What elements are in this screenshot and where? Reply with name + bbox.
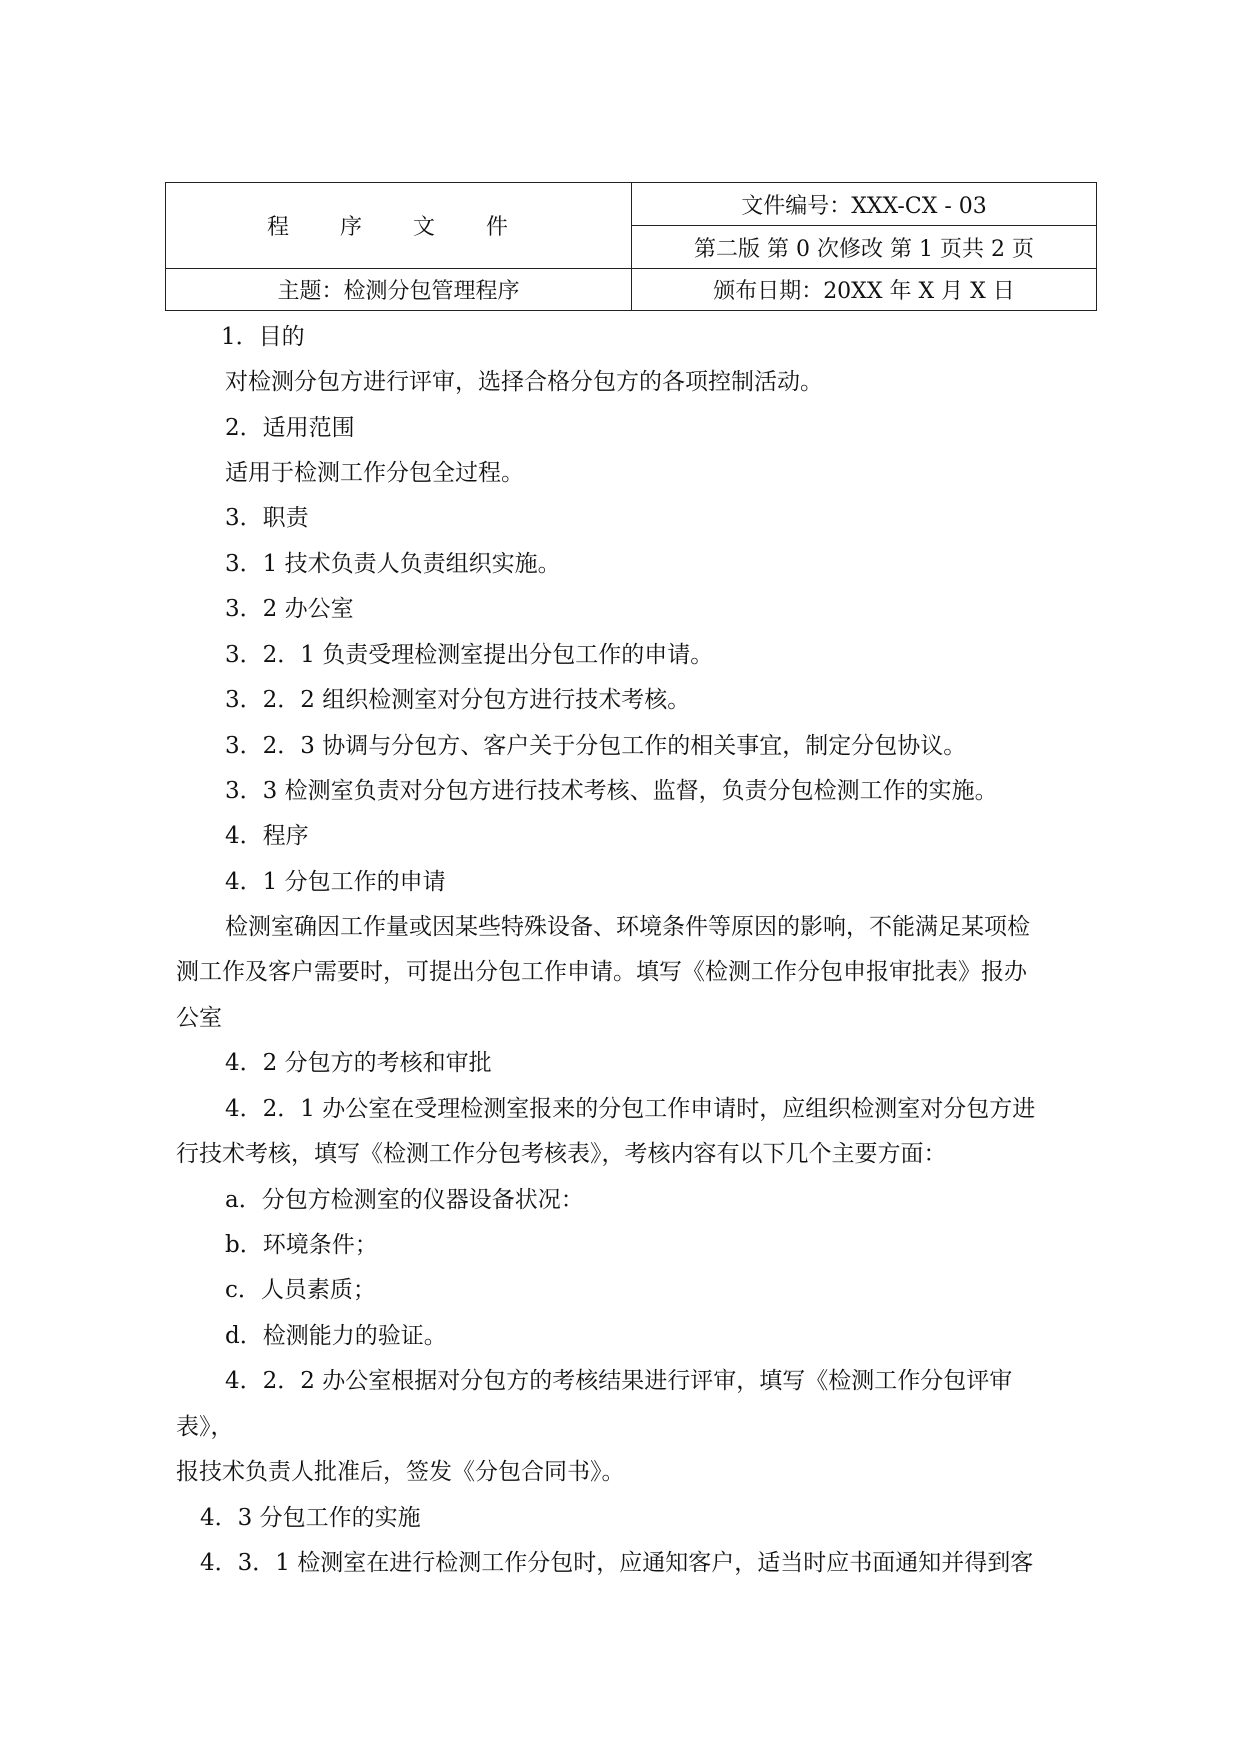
- paragraph-line: 3．3 检测室负责对分包方进行技术考核、监督，负责分包检测工作的实施。: [225, 778, 998, 804]
- list-item: c．人员素质；: [225, 1277, 376, 1303]
- list-item: b．环境条件；: [225, 1232, 378, 1258]
- section-heading: 1．目的: [221, 324, 305, 350]
- list-item: a．分包方检测室的仪器设备状况：: [225, 1187, 584, 1213]
- subsection-heading: 4．3 分包工作的实施: [200, 1505, 421, 1531]
- version-info: 第二版 第 0 次修改 第 1 页共 2 页: [632, 226, 1097, 269]
- section-heading: 2．适用范围: [225, 415, 355, 441]
- paragraph-line: 行技术考核，填写《检测工作分包考核表》，考核内容有以下几个主要方面：: [176, 1141, 947, 1167]
- paragraph-line: 公室: [176, 1005, 222, 1031]
- document-number: 文件编号：XXX-CX - 03: [632, 183, 1097, 226]
- paragraph-line: 检测室确因工作量或因某些特殊设备、环境条件等原因的影响，不能满足某项检: [225, 914, 1030, 940]
- paragraph-line: 4．2．2 办公室根据对分包方的考核结果进行评审，填写《检测工作分包评审: [225, 1368, 1013, 1394]
- document-header-table: [165, 182, 1097, 311]
- paragraph-line: 对检测分包方进行评审，选择合格分包方的各项控制活动。: [225, 369, 823, 395]
- paragraph-line: 3．1 技术负责人负责组织实施。: [225, 551, 561, 577]
- list-item: d．检测能力的验证。: [225, 1323, 447, 1349]
- document-subject: 主题：检测分包管理程序: [166, 269, 632, 311]
- issue-date: 颁布日期：20XX 年 X 月 X 日: [632, 269, 1097, 311]
- paragraph-line: 报技术负责人批准后，签发《分包合同书》。: [176, 1459, 625, 1485]
- paragraph-line: 3．2．3 协调与分包方、客户关于分包工作的相关事宜，制定分包协议。: [225, 733, 967, 759]
- paragraph-line: 3．2．1 负责受理检测室提出分包工作的申请。: [225, 642, 714, 668]
- paragraph-line: 表》，: [176, 1414, 234, 1440]
- paragraph-line: 3．2．2 组织检测室对分包方进行技术考核。: [225, 687, 691, 713]
- paragraph-line: 4．2．1 办公室在受理检测室报来的分包工作申请时，应组织检测室对分包方进: [225, 1096, 1036, 1122]
- document-title: 程 序 文 件: [166, 183, 632, 269]
- subsection-heading: 4．2 分包方的考核和审批: [225, 1050, 492, 1076]
- paragraph-line: 3．2 办公室: [225, 596, 354, 622]
- section-heading: 3．职责: [225, 505, 309, 531]
- paragraph-line: 适用于检测工作分包全过程。: [225, 460, 524, 486]
- paragraph-line: 测工作及客户需要时，可提出分包工作申请。填写《检测工作分包申报审批表》报办: [176, 959, 1027, 985]
- section-heading: 4．程序: [225, 823, 309, 849]
- subsection-heading: 4．1 分包工作的申请: [225, 869, 446, 895]
- paragraph-line: 4．3．1 检测室在进行检测工作分包时，应通知客户，适当时应书面通知并得到客: [200, 1550, 1034, 1576]
